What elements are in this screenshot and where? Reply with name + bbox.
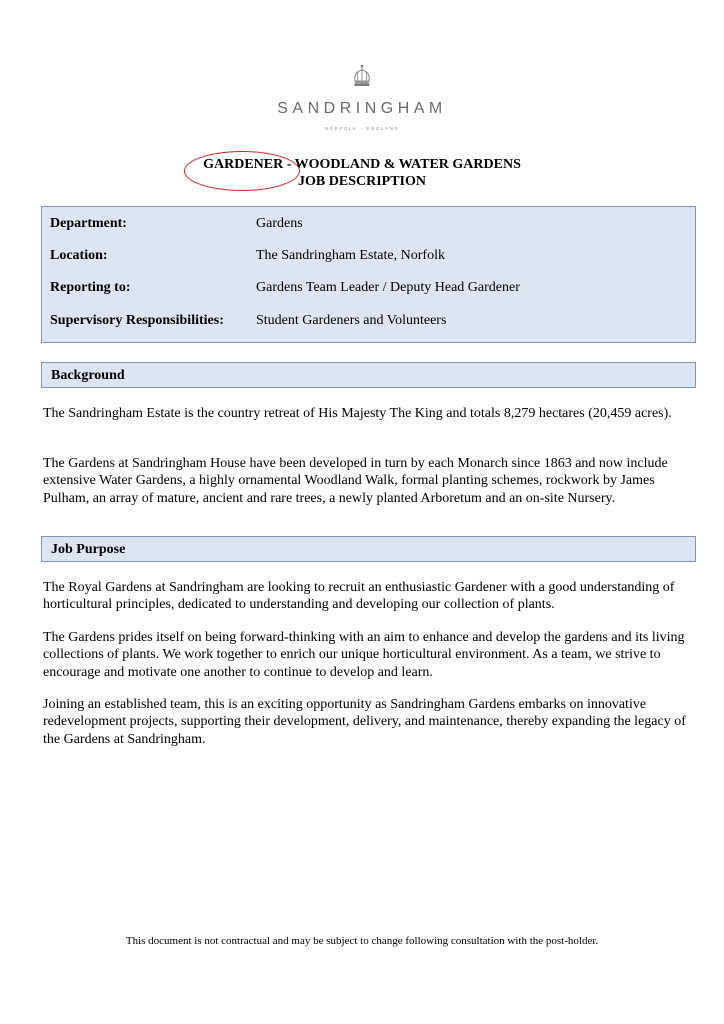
section-heading-job-purpose: Job Purpose: [41, 536, 696, 562]
detail-label: Location:: [50, 248, 108, 263]
section-heading-background: Background: [41, 362, 696, 388]
job-title: [0, 157, 724, 173]
background-paragraph-2: The Gardens at Sandringham House have been developed in turn by each Monarch since 1863 and now include extensive Water Gardens, a highly ornamental Woodland Walk, formal planting schemes, rockwork by James Pulham, an array of mature, ancient and rare trees, a newly planted Arboretum and an on-site Nursery.: [43, 456, 668, 506]
job-title-area: WOODLAND & WATER GARDENS: [294, 157, 521, 172]
detail-value: Gardens Team Leader / Deputy Head Gardener: [256, 280, 520, 295]
crown-icon: [352, 64, 372, 92]
job-purpose-paragraph-1: The Royal Gardens at Sandringham are looking to recruit an enthusiastic Gardener with a good understanding of horticultural principles, dedicated to understanding and developing our collection of plants.: [43, 580, 675, 613]
detail-label: Supervisory Responsibilities:: [50, 313, 224, 328]
detail-label: Department:: [50, 216, 127, 231]
document-type: JOB DESCRIPTION: [298, 174, 426, 189]
job-purpose-paragraph-3: Joining an established team, this is an exciting opportunity as Sandringham Gardens embarks on innovative redevelopment projects, supporting their development, delivery, and maintenance, thereby expanding the legacy of the Gardens at Sandringham.: [43, 697, 686, 747]
detail-value: The Sandringham Estate, Norfolk: [256, 248, 445, 263]
job-details-panel: [41, 206, 696, 343]
job-title-role: GARDENER -: [203, 157, 295, 172]
brand-subtitle: NORFOLK · ENGLAND: [324, 126, 400, 131]
job-purpose-paragraph-2: The Gardens prides itself on being forward-thinking with an aim to enhance and develop the gardens and its living collections of plants. We work together to enrich our unique horticultural environment. As a team, we strive to encourage and motivate one another to continue to develop and learn.: [43, 630, 685, 680]
sandringham-logo: [0, 64, 724, 92]
detail-value: Student Gardeners and Volunteers: [256, 313, 447, 328]
disclaimer-footer: This document is not contractual and may be subject to change following consultation with the post-holder.: [125, 935, 599, 947]
detail-value: Gardens: [256, 216, 303, 231]
brand-name: SANDRINGHAM: [277, 100, 447, 117]
background-paragraph-1: The Sandringham Estate is the country retreat of His Majesty The King and totals 8,279 hectares (20,459 acres).: [43, 406, 672, 421]
detail-label: Reporting to:: [50, 280, 131, 295]
red-annotation-circle: [184, 151, 300, 191]
